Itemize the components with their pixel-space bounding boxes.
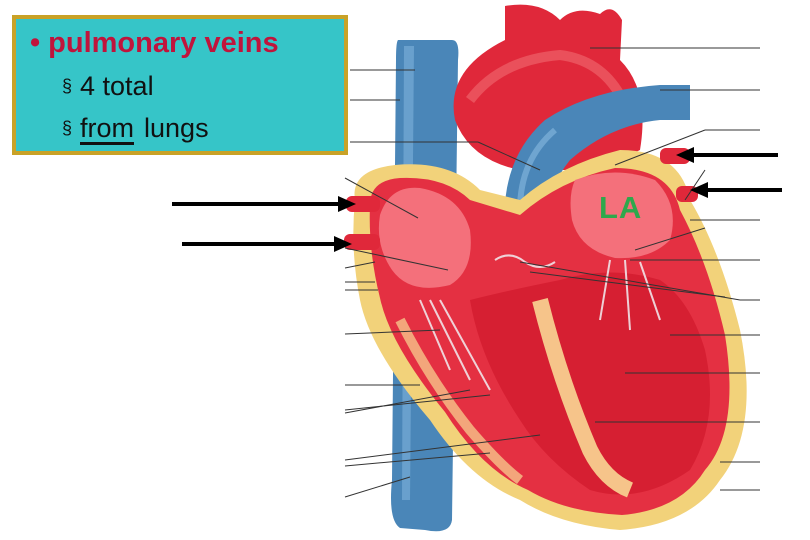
left-atrium-label: LA: [599, 190, 643, 225]
title-bullet: •: [30, 27, 41, 59]
list-item: [62, 113, 209, 145]
arrow-right-upper: [676, 147, 778, 163]
fill-in-blank: from: [80, 113, 135, 143]
list-item-text: lungs: [144, 113, 209, 143]
title-line: [30, 27, 279, 60]
arrow-left-lower: [182, 236, 352, 252]
list-item-text: 4 total: [80, 71, 154, 101]
list-item: [62, 71, 154, 102]
list-marker: §: [62, 118, 73, 138]
list-marker: §: [62, 76, 73, 96]
arrow-right-lower: [690, 182, 782, 198]
arrow-left-upper: [172, 196, 356, 212]
title-text: pulmonary veins: [48, 27, 279, 59]
text-box: [12, 15, 348, 155]
